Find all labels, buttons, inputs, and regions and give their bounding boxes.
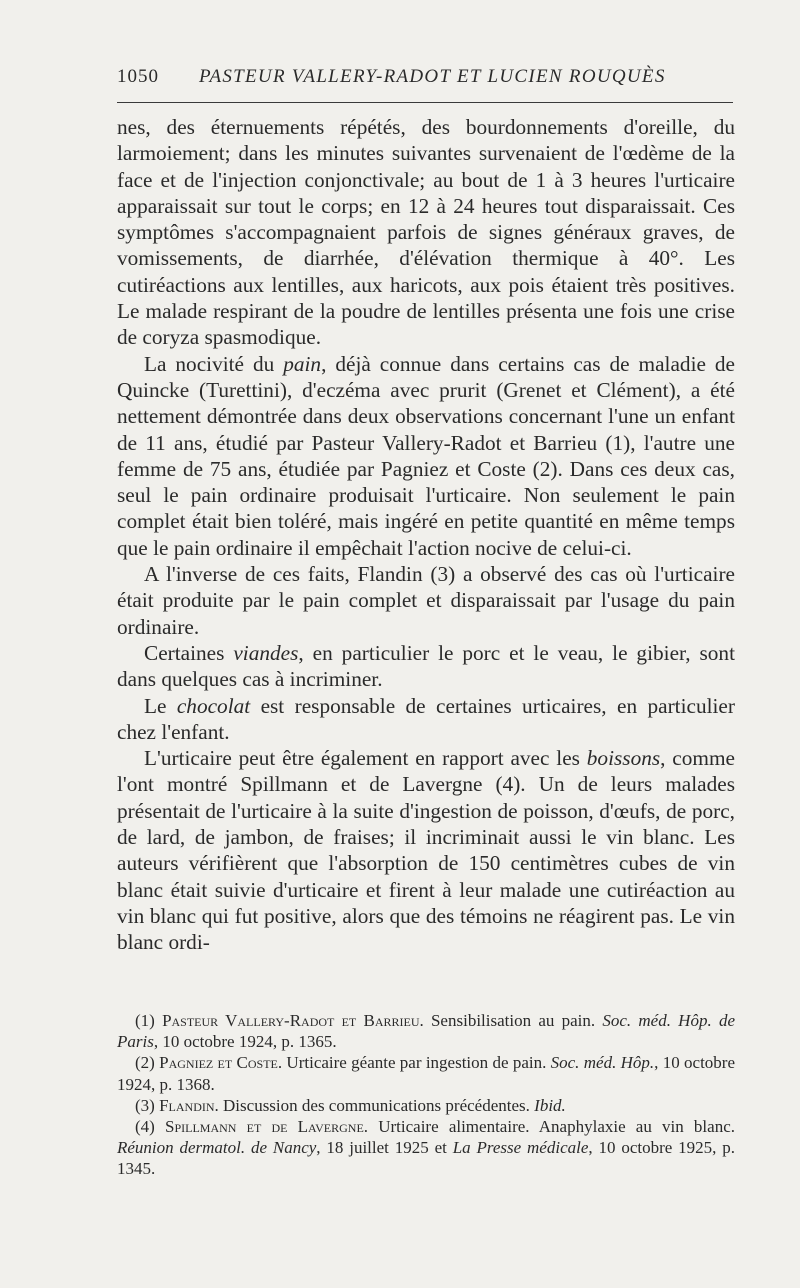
footnote-title: Urticaire géante par ingestion de pain. xyxy=(282,1053,551,1073)
paragraph-text: Certaines xyxy=(144,640,234,665)
paragraph-text: La nocivité du xyxy=(144,351,284,376)
footnote-authors: Flandin. xyxy=(159,1095,219,1115)
footnote xyxy=(117,1095,735,1116)
paragraph-text: nes, des éternuements répétés, des bourdonnements d'oreille, du larmoiement; dans les minutes suivantes survenaient de l'œdème de la face et de l'injection conjonctivale; au bout de 1 à 3 heures l'urticaire apparaissait sur tout le corps; en 12 à 24 heures tout disparaissait. Ces symptômes s'accompagnaient parfois de signes généraux graves, de vomissements, de diarrhée, d'élévation thermique à 40°. Les cutiréactions aux lentilles, aux haricots, aux pois étaient très positives. Le malade respirant de la poudre de lentilles présenta une fois une crise de coryza spasmodique. xyxy=(117,115,735,350)
footnote-number: (2) xyxy=(135,1053,160,1073)
footnote xyxy=(117,1052,735,1094)
footnote-number: (3) xyxy=(135,1095,160,1115)
footnote xyxy=(117,1010,735,1052)
paragraph-text: , en particulier le porc et le veau, le gibier, sont dans quelques cas à incriminer. xyxy=(117,640,735,692)
body-text xyxy=(117,114,735,956)
footnote-authors: Pagniez et Coste. xyxy=(159,1053,283,1073)
footnote-authors: Spillmann et de Lavergne. xyxy=(165,1117,369,1137)
header-rule xyxy=(117,102,733,103)
emphasis-term: pain xyxy=(283,351,322,376)
page-number: 1050 xyxy=(117,66,159,87)
footnote-details: , 10 octobre 1925, p. 1345. xyxy=(117,1138,736,1179)
footnote-title: Sensibilisation au pain. xyxy=(423,1011,603,1030)
footnote xyxy=(117,1116,735,1180)
footnote-number: (4) xyxy=(135,1117,165,1137)
paragraph xyxy=(117,114,735,351)
footnote-journal: Soc. méd. Hôp. de Paris xyxy=(117,1011,735,1052)
footnote-journal: Réunion dermatol. de Nancy xyxy=(117,1138,317,1158)
paragraph-text: , comme l'ont montré Spillmann et de Lavergne (4). Un de leurs malades présentait de l'urticaire à la suite d'ingestion de poisson, d'œufs, de porc, de lard, de jambon, de fraises; il incriminait aussi le vin blanc. Les auteurs vérifièrent que l'absorption de 150 centimètres cubes de vin blanc était suivie d'urticaire et firent à leur malade une cutiréaction au vin blanc qui fut positive, alors que des témoins ne réagirent pas. Le vin blanc ordi- xyxy=(117,746,735,955)
paragraph xyxy=(117,351,735,561)
paragraph-text: L'urticaire peut être également en rapport avec les xyxy=(144,746,587,771)
footnotes xyxy=(117,1010,735,1180)
footnote-journal: Soc. méd. Hôp. xyxy=(550,1053,655,1073)
paragraph-text: Le xyxy=(144,693,177,718)
footnote-title: Discussion des communications précédentes. xyxy=(218,1095,535,1115)
footnote-title: Urticaire alimentaire. Anaphylaxie au vin blanc. xyxy=(368,1117,735,1137)
footnote-journal: La Presse médicale xyxy=(452,1138,589,1158)
footnote-journal: Ibid. xyxy=(534,1095,566,1115)
emphasis-term: viandes xyxy=(233,640,299,665)
paragraph xyxy=(117,640,735,693)
footnote-details: , 10 octobre 1924, p. 1365. xyxy=(153,1032,337,1052)
footnote-authors: Pasteur Vallery-Radot et Barrieu. xyxy=(162,1011,424,1030)
footnote-details: , 18 juillet 1925 et xyxy=(316,1138,453,1158)
footnote-details: , 10 octobre 1924, p. 1368. xyxy=(117,1053,735,1094)
paragraph xyxy=(117,745,735,955)
paragraph-text: , déjà connue dans certains cas de maladie de Quincke (Turettini), d'eczéma avec prurit (Grenet et Clément), a été nettement démontrée dans deux observations concernant l'une un enfant de 11 ans, étudié par Pasteur Vallery-Radot et Barrieu (1), l'autre une femme de 75 ans, étudiée par Pagniez et Coste (2). Dans ces deux cas, seul le pain ordinaire produisait l'urticaire. Non seulement le pain complet était bien toléré, mais ingéré en petite quantité en même temps que le pain ordinaire il empêchait l'action nocive de celui-ci. xyxy=(117,351,735,560)
emphasis-term: chocolat xyxy=(176,693,251,718)
paragraph-text: A l'inverse de ces faits, Flandin (3) a observé des cas où l'urticaire était produite par le pain complet et disparaissait par l'usage du pain ordinaire. xyxy=(117,562,735,639)
emphasis-term: boissons xyxy=(586,746,661,771)
footnote-number: (1) xyxy=(135,1011,163,1030)
paragraph-text: est responsable de certaines urticaires, en particulier chez l'enfant. xyxy=(117,693,735,744)
paragraph xyxy=(117,561,735,640)
running-head: PASTEUR VALLERY-RADOT ET LUCIEN ROUQUÈS xyxy=(199,66,666,87)
paragraph xyxy=(117,693,735,746)
